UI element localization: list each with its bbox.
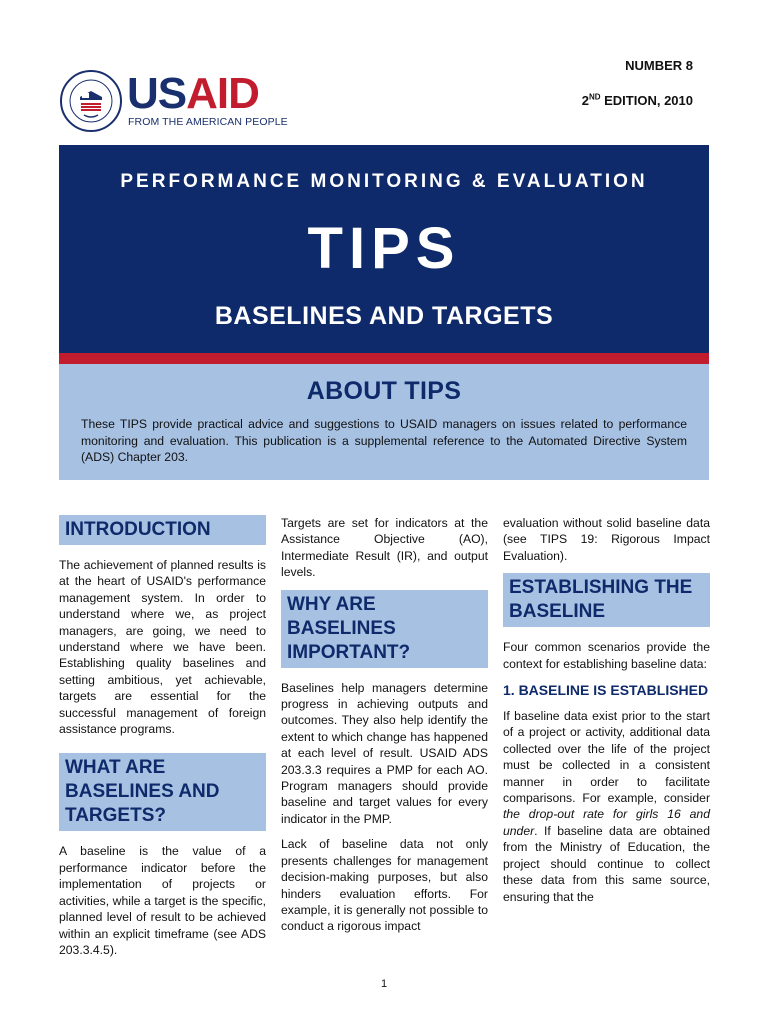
what-heading: WHAT ARE BASELINES AND TARGETS? — [59, 753, 266, 831]
publication-number: NUMBER 8 — [625, 58, 693, 73]
targets-text: Targets are set for indicators at the Assistance Objective (AO), Intermediate Result (IR), and output levels. — [281, 516, 488, 580]
publication-edition: 2ND EDITION, 2010 — [581, 92, 693, 108]
establishing-text: Four common scenarios provide the context for establishing baseline data: — [503, 640, 710, 671]
about-box — [59, 364, 709, 480]
continued-text: evaluation without solid baseline data (see TIPS 19: Rigorous Impact Evaluation). — [503, 516, 710, 563]
logo-tagline: FROM THE AMERICAN PEOPLE — [128, 116, 288, 128]
topic-title: BASELINES AND TARGETS — [214, 302, 554, 330]
usaid-seal-logo — [60, 70, 122, 132]
why-text-1: Baselines help managers determine progress in achieving outputs and outcomes. They also help identify the extent to which change has happened at each level of result. USAID ADS 203.3.3 requires a PMP for each AO. Program managers should provide baseline and target values for every indicator in the PMP. — [281, 680, 488, 826]
column-3 — [503, 515, 710, 914]
column-1 — [59, 515, 266, 967]
title-banner — [59, 145, 709, 353]
about-text: These TIPS provide practical advice and suggestions to USAID managers on issues related to performance monitoring and evaluation. This publication is a supplemental reference to the Automated Directive System (ADS) Chapter 203. — [81, 417, 687, 464]
usaid-wordmark: USAID — [127, 69, 259, 118]
introduction-text: The achievement of planned results is at the heart of USAID's performance management system. In order to understand where we, as project managers, are going, we need to understand where we have been. Establishing quality baselines and setting ambitious, yet achievable, targets are essential for the successful management of foreign assistance programs. — [59, 558, 266, 737]
subheading-baseline-established: 1. BASELINE IS ESTABLISHED — [503, 682, 709, 699]
baseline-established-text: If baseline data exist prior to the start of a project or activity, additional data collected over the life of the project must be collected in a consistent manner in order to facilitate comparisons. For example, consider the drop-out rate for girls 16 and under. If baseline data are obtained from the Ministry of Education, the project should continue to collect these data from this same source, ensuring that the — [503, 709, 710, 904]
why-text-2: Lack of baseline data not only presents challenges for management decision-making purposes, but also hinders evaluation efforts. For example, it is generally not possible to conduct a rigorous impact — [281, 837, 488, 934]
column-2 — [281, 515, 488, 944]
about-heading: ABOUT TIPS — [306, 377, 462, 405]
tips-title: TIPS — [307, 216, 461, 281]
why-heading: WHY ARE BASELINES IMPORTANT? — [281, 590, 488, 668]
establishing-heading: ESTABLISHING THE BASELINE — [503, 573, 710, 627]
series-title: PERFORMANCE MONITORING & EVALUATION — [120, 171, 648, 192]
page-number: 1 — [380, 978, 388, 990]
what-text: A baseline is the value of a performance indicator before the implementation of projects or activities, while a target is the specific, planned level of result to be achieved within an explicit timeframe (see ADS 203.3.4.5). — [59, 844, 266, 957]
introduction-heading: INTRODUCTION — [59, 515, 266, 545]
red-divider — [59, 353, 709, 364]
